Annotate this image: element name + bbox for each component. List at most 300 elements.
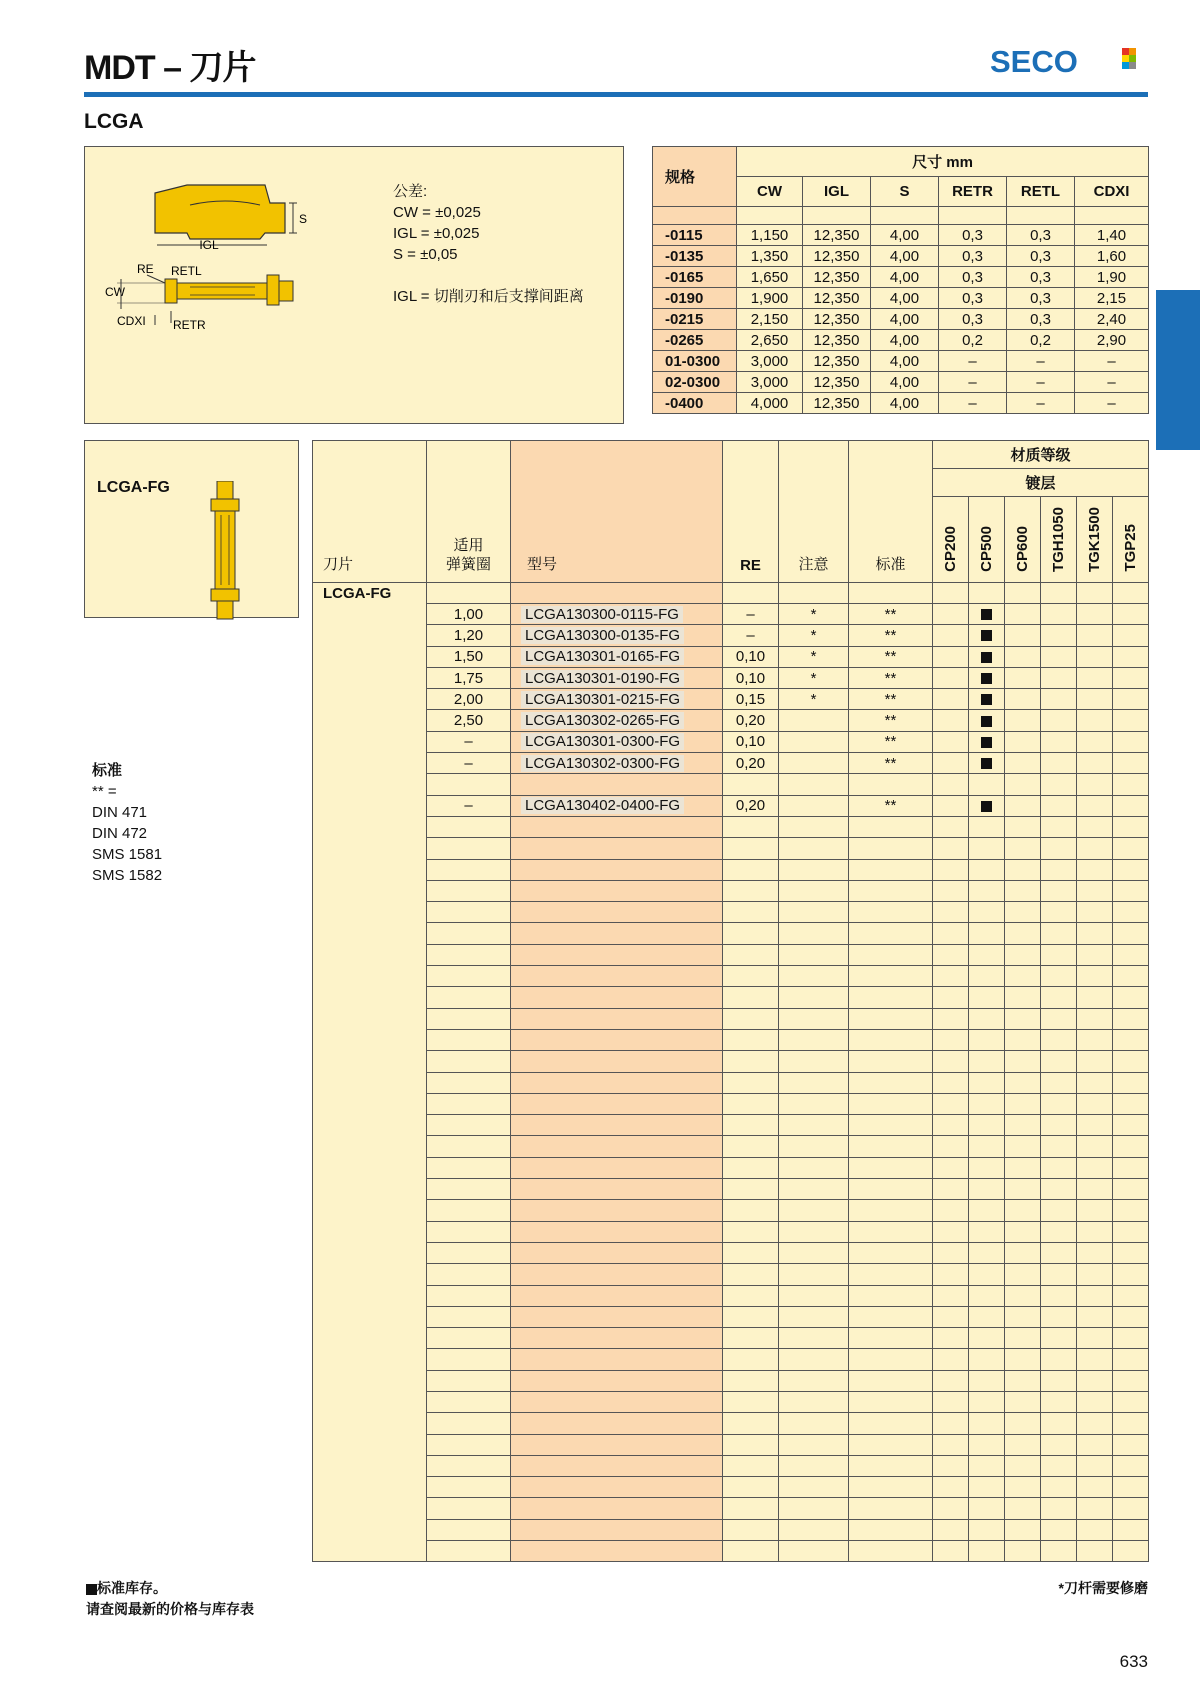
table-row: [313, 1242, 1149, 1263]
cell-standard: **: [849, 753, 933, 774]
cell-standard: [849, 1008, 933, 1029]
dim-value: –: [939, 393, 1007, 414]
cell-grade: [969, 1221, 1005, 1242]
cell-model: [511, 859, 723, 880]
cell-note: *: [779, 667, 849, 688]
cell-grade: [933, 604, 969, 625]
cell-grade: [969, 1477, 1005, 1498]
cell-note: [779, 1115, 849, 1136]
cell-grade: [1005, 1328, 1041, 1349]
cell-grade: [933, 1349, 969, 1370]
cell-grade: [1077, 987, 1113, 1008]
dim-value: –: [1007, 393, 1075, 414]
cell-grade: [1041, 966, 1077, 987]
cell-grade: [933, 1519, 969, 1540]
table-row: [313, 710, 1149, 731]
dim-value: 12,350: [803, 267, 871, 288]
cell-note: [779, 1221, 849, 1242]
cell-standard: **: [849, 689, 933, 710]
cell-standard: [849, 1498, 933, 1519]
cell-standard: [849, 1200, 933, 1221]
cell-grade: [1077, 838, 1113, 859]
cell-grade: [1005, 1221, 1041, 1242]
table-row: [313, 1349, 1149, 1370]
grade-header-cp200: CP200: [933, 497, 969, 583]
cell-grade: [1077, 774, 1113, 795]
dim-value: –: [1007, 372, 1075, 393]
cell-standard: [849, 1072, 933, 1093]
cell-standard: [849, 1157, 933, 1178]
cell-grade: [969, 774, 1005, 795]
cell-grade: [1113, 1029, 1149, 1050]
cell-grade: [933, 859, 969, 880]
header-rule: [84, 92, 1148, 97]
cell-note: [779, 1093, 849, 1114]
cell-grade: [1005, 859, 1041, 880]
cell-grade: [1005, 1349, 1041, 1370]
table-row: [313, 1306, 1149, 1327]
table-row: [313, 1157, 1149, 1178]
cell-standard: [849, 1306, 933, 1327]
cell-note: [779, 1136, 849, 1157]
holder-note: *刀杆需要修磨: [1058, 1580, 1148, 1596]
cell-grade: [1113, 1349, 1149, 1370]
dim-spec: 01-0300: [653, 351, 737, 372]
svg-text:S: S: [299, 212, 308, 226]
cell-grade: [933, 880, 969, 901]
cell-grade: [933, 753, 969, 774]
cell-model: [511, 1370, 723, 1391]
cell-grade: [1077, 710, 1113, 731]
cell-spring: [427, 1008, 511, 1029]
cell-grade: [1041, 1242, 1077, 1263]
cell-grade: [1041, 880, 1077, 901]
tolerance-notes: [393, 181, 584, 307]
cell-note: [779, 1434, 849, 1455]
table-row: [313, 753, 1149, 774]
cell-note: [779, 774, 849, 795]
cell-note: [779, 838, 849, 859]
cell-model: LCGA130301-0300-FG: [511, 731, 723, 752]
cell-grade: [969, 923, 1005, 944]
cell-model: [511, 816, 723, 837]
dim-col-header: IGL: [803, 177, 871, 207]
cell-grade: [969, 1051, 1005, 1072]
cell-note: [779, 923, 849, 944]
table-row: [313, 1370, 1149, 1391]
cell-model: [511, 902, 723, 923]
table-row: [313, 1413, 1149, 1434]
cell-grade: [933, 1285, 969, 1306]
cell-grade: [969, 1413, 1005, 1434]
table-row: [313, 1285, 1149, 1306]
svg-text:IGL: IGL: [199, 238, 219, 252]
cell-re: [723, 1391, 779, 1412]
cell-re: [723, 1541, 779, 1562]
insert-dimension-drawing: [95, 175, 315, 355]
cell-grade: [933, 731, 969, 752]
cell-grade: [969, 753, 1005, 774]
cell-grade: [933, 710, 969, 731]
cell-grade: [1005, 625, 1041, 646]
cell-grade: [1041, 838, 1077, 859]
cell-grade: [1113, 646, 1149, 667]
cell-grade: [1113, 1242, 1149, 1263]
cell-grade: [1113, 1221, 1149, 1242]
cell-grade: [1113, 774, 1149, 795]
cell-re: 0,20: [723, 753, 779, 774]
insert-preview-panel: [84, 440, 299, 618]
table-row: [313, 1519, 1149, 1540]
stock-square-icon: [981, 609, 992, 620]
dim-spec: -0135: [653, 246, 737, 267]
cell-grade: [1077, 667, 1113, 688]
cell-note: *: [779, 604, 849, 625]
dim-value: 1,90: [1075, 267, 1149, 288]
dim-value: 0,3: [1007, 246, 1075, 267]
cell-standard: **: [849, 625, 933, 646]
cell-spring: [427, 774, 511, 795]
cell-grade: [1113, 1306, 1149, 1327]
cell-grade: [969, 1519, 1005, 1540]
cell-model: [511, 1221, 723, 1242]
cell-grade: [1077, 689, 1113, 710]
cell-grade: [969, 944, 1005, 965]
cell-grade: [1113, 1157, 1149, 1178]
cell-standard: [849, 1519, 933, 1540]
cell-grade: [1041, 1498, 1077, 1519]
cell-grade: [933, 1328, 969, 1349]
cell-model: [511, 838, 723, 859]
cell-model: [511, 1413, 723, 1434]
cell-spring: –: [427, 753, 511, 774]
cell-grade: [1041, 1328, 1077, 1349]
dim-value: 2,650: [737, 330, 803, 351]
dim-value: 1,40: [1075, 225, 1149, 246]
dim-value: 2,90: [1075, 330, 1149, 351]
cell-grade: [1113, 859, 1149, 880]
cell-grade: [933, 667, 969, 688]
cell-spring: [427, 1221, 511, 1242]
cell-grade: [969, 1349, 1005, 1370]
dim-value: 4,00: [871, 393, 939, 414]
cell-standard: [849, 1136, 933, 1157]
cell-spring: [427, 1157, 511, 1178]
cell-standard: [849, 816, 933, 837]
dim-value: 4,00: [871, 330, 939, 351]
cell-model: LCGA130402-0400-FG: [511, 795, 723, 816]
cell-spring: [427, 1541, 511, 1562]
cell-grade: [969, 1455, 1005, 1476]
cell-grade: [1113, 731, 1149, 752]
cell-model: [511, 1285, 723, 1306]
insert-preview-icon: [205, 481, 245, 621]
cell-re: [723, 1072, 779, 1093]
cell-grade: [933, 774, 969, 795]
cell-note: [779, 1498, 849, 1519]
cell-grade: [933, 625, 969, 646]
cell-grade: [933, 1391, 969, 1412]
insert-diagram-panel: [84, 146, 624, 424]
cell-grade: [933, 944, 969, 965]
dim-value: 0,3: [1007, 267, 1075, 288]
cell-grade: [933, 1115, 969, 1136]
cell-model: LCGA130302-0300-FG: [511, 753, 723, 774]
dim-value: 3,000: [737, 372, 803, 393]
cell-spring: [427, 923, 511, 944]
cell-re: [723, 1413, 779, 1434]
cell-grade: [1077, 731, 1113, 752]
cell-re: [723, 1349, 779, 1370]
dim-value: 12,350: [803, 393, 871, 414]
cell-grade: [1005, 1541, 1041, 1562]
cell-grade: [1041, 859, 1077, 880]
cell-standard: [849, 902, 933, 923]
cell-grade: [1041, 710, 1077, 731]
dim-value: 0,3: [939, 246, 1007, 267]
cell-standard: [849, 1221, 933, 1242]
dim-col-header: RETL: [1007, 177, 1075, 207]
cell-grade: [1113, 710, 1149, 731]
grade-header-tgp25: TGP25: [1113, 497, 1149, 583]
cell-model: [511, 1519, 723, 1540]
cell-grade: [1005, 1093, 1041, 1114]
cell-grade: [1005, 1498, 1041, 1519]
cell-grade: [1113, 1328, 1149, 1349]
grade-header-cp500: CP500: [969, 497, 1005, 583]
dim-value: 3,000: [737, 351, 803, 372]
cell-grade: [1005, 1200, 1041, 1221]
cell-note: [779, 1029, 849, 1050]
cell-grade: [1005, 689, 1041, 710]
cell-standard: [849, 1455, 933, 1476]
cell-grade: [969, 902, 1005, 923]
cell-grade: [969, 1242, 1005, 1263]
cell-spring: [427, 1391, 511, 1412]
cell-note: [779, 753, 849, 774]
cell-re: [723, 838, 779, 859]
cell-spring: [427, 1093, 511, 1114]
cell-grade: [1113, 944, 1149, 965]
cell-grade: [969, 689, 1005, 710]
cell-spring: [427, 1370, 511, 1391]
cell-grade: [969, 646, 1005, 667]
cell-spring: [427, 1306, 511, 1327]
cell-grade: [1113, 1455, 1149, 1476]
cell-note: *: [779, 625, 849, 646]
cell-grade: [933, 1008, 969, 1029]
cell-grade: [1077, 604, 1113, 625]
dim-value: 0,3: [1007, 309, 1075, 330]
dim-row: [653, 309, 1149, 330]
cell-grade: [1113, 902, 1149, 923]
cell-standard: **: [849, 667, 933, 688]
stock-square-icon: [981, 652, 992, 663]
table-row: [313, 1093, 1149, 1114]
cell-grade: [1041, 1136, 1077, 1157]
cell-grade: [1113, 1519, 1149, 1540]
cell-grade: [1113, 1434, 1149, 1455]
price-note: 请查阅最新的价格与库存表: [86, 1601, 254, 1617]
cell-note: [779, 880, 849, 901]
cell-grade: [1077, 902, 1113, 923]
cell-spring: [427, 1434, 511, 1455]
dim-value: 4,00: [871, 351, 939, 372]
cell-re: [723, 1477, 779, 1498]
cell-re: –: [723, 625, 779, 646]
cell-standard: [849, 944, 933, 965]
cell-grade: [933, 1029, 969, 1050]
cell-standard: [849, 966, 933, 987]
table-row: [313, 966, 1149, 987]
cell-grade: [933, 1477, 969, 1498]
col-model-header: 型号: [511, 441, 723, 583]
cell-standard: [849, 1051, 933, 1072]
cell-grade: [933, 1242, 969, 1263]
cell-grade: [933, 1306, 969, 1327]
grade-header-tgk1500: TGK1500: [1077, 497, 1113, 583]
cell-grade: [969, 1093, 1005, 1114]
cell-model: [511, 1051, 723, 1072]
standards-line: ** =: [92, 783, 117, 800]
cell-grade: [1113, 1072, 1149, 1093]
cell-grade: [1005, 1157, 1041, 1178]
cell-standard: [849, 1328, 933, 1349]
cell-model: [511, 1242, 723, 1263]
cell-grade: [933, 1455, 969, 1476]
cell-re: [723, 1200, 779, 1221]
dim-row: [653, 372, 1149, 393]
dim-group-header: 尺寸 mm: [737, 147, 1149, 177]
dim-value: 12,350: [803, 372, 871, 393]
svg-text:RE: RE: [137, 262, 154, 276]
col-re-header: RE: [723, 441, 779, 583]
cell-grade: [1077, 1242, 1113, 1263]
cell-standard: [849, 1349, 933, 1370]
dim-value: 1,650: [737, 267, 803, 288]
cell-grade: [1077, 1072, 1113, 1093]
dim-col-header: CDXI: [1075, 177, 1149, 207]
cell-grade: [1005, 923, 1041, 944]
cell-note: [779, 1413, 849, 1434]
table-row: [313, 1029, 1149, 1050]
cell-grade: [1113, 1541, 1149, 1562]
cell-spring: [427, 1179, 511, 1200]
standards-line: DIN 471: [92, 804, 148, 821]
cell-model: [511, 1391, 723, 1412]
dim-value: 4,00: [871, 288, 939, 309]
cell-re: [723, 859, 779, 880]
cell-re: 0,10: [723, 646, 779, 667]
cell-grade: [1113, 625, 1149, 646]
cell-grade: [1077, 1179, 1113, 1200]
cell-grade: [1113, 1370, 1149, 1391]
cell-grade: [1041, 902, 1077, 923]
svg-text:RETL: RETL: [171, 264, 202, 278]
cell-grade: [1041, 1391, 1077, 1412]
dim-row: [653, 351, 1149, 372]
cell-standard: [849, 1242, 933, 1263]
cell-standard: [849, 1541, 933, 1562]
dim-value: 0,3: [939, 309, 1007, 330]
cell-spring: 1,75: [427, 667, 511, 688]
cell-grade: [1041, 731, 1077, 752]
cell-model: [511, 1455, 723, 1476]
cell-grade: [1077, 1306, 1113, 1327]
stock-square-icon: [981, 673, 992, 684]
cell-model: [511, 1264, 723, 1285]
page-number: 633: [1119, 1652, 1148, 1671]
cell-grade: [1041, 987, 1077, 1008]
cell-grade: [1113, 667, 1149, 688]
table-row: [313, 1434, 1149, 1455]
cell-grade: [1041, 689, 1077, 710]
cell-grade: [969, 625, 1005, 646]
dim-value: –: [1075, 351, 1149, 372]
cell-re: [723, 1221, 779, 1242]
cell-spring: –: [427, 731, 511, 752]
cell-grade: [969, 795, 1005, 816]
cell-spring: [427, 838, 511, 859]
cell-grade: [1005, 1434, 1041, 1455]
cell-grade: [1077, 1434, 1113, 1455]
dim-value: 0,3: [939, 288, 1007, 309]
cell-spring: 1,20: [427, 625, 511, 646]
cell-grade: [933, 1498, 969, 1519]
cell-standard: **: [849, 731, 933, 752]
cell-grade: [1005, 1370, 1041, 1391]
dim-row: [653, 246, 1149, 267]
cell-re: 0,15: [723, 689, 779, 710]
dim-spec: -0265: [653, 330, 737, 351]
cell-re: 0,20: [723, 710, 779, 731]
cell-grade: [1041, 1051, 1077, 1072]
cell-spring: [427, 1242, 511, 1263]
cell-note: [779, 1264, 849, 1285]
cell-grade: [1077, 1541, 1113, 1562]
dim-value: 1,150: [737, 225, 803, 246]
cell-grade: [969, 1157, 1005, 1178]
dimensions-table: [652, 146, 1149, 414]
table-row: [313, 731, 1149, 752]
cell-re: [723, 1242, 779, 1263]
cell-grade: [1077, 1285, 1113, 1306]
cell-grade: [1041, 1029, 1077, 1050]
table-row: [313, 923, 1149, 944]
cell-grade: [933, 816, 969, 837]
table-row: [313, 1541, 1149, 1562]
cell-grade: [1041, 1434, 1077, 1455]
cell-grade: [1041, 774, 1077, 795]
cell-grade: [1041, 1072, 1077, 1093]
cell-grade: [1005, 1519, 1041, 1540]
table-row: [313, 902, 1149, 923]
col-note-header: 注意: [779, 441, 849, 583]
cell-grade: [933, 838, 969, 859]
cell-grade: [969, 1136, 1005, 1157]
cell-grade: [1005, 987, 1041, 1008]
cell-grade: [1077, 1391, 1113, 1412]
cell-grade: [1005, 1115, 1041, 1136]
table-row: [313, 1264, 1149, 1285]
table-row: [313, 1115, 1149, 1136]
dim-row: [653, 288, 1149, 309]
cell-grade: [1041, 1157, 1077, 1178]
table-row: [313, 1072, 1149, 1093]
cell-re: [723, 944, 779, 965]
cell-grade: [1113, 1200, 1149, 1221]
material-grade-header: 材质等级: [933, 441, 1149, 469]
